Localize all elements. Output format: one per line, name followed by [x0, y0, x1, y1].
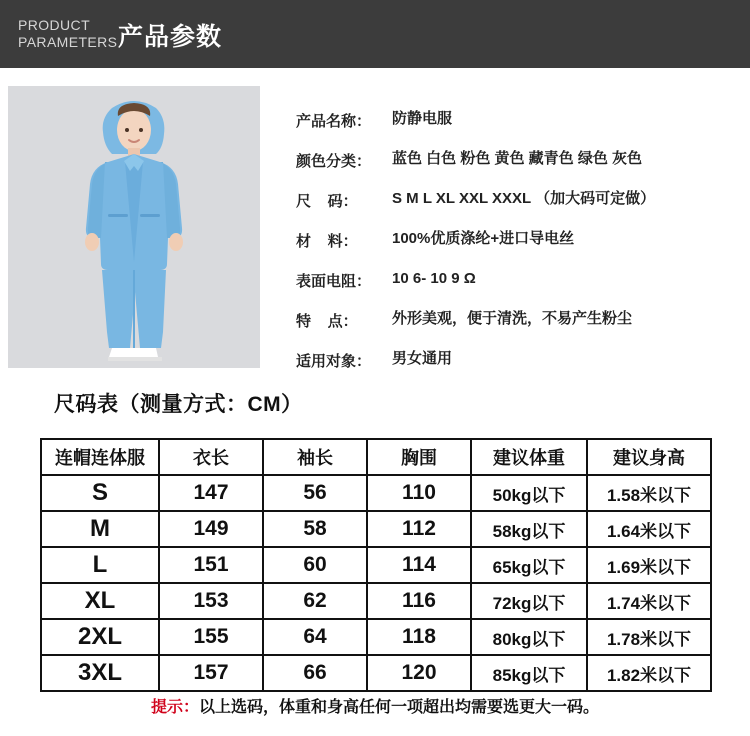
size-chart-title: 尺码表（测量方式：CM）: [54, 393, 303, 416]
spec-row: [296, 350, 742, 371]
cell-bust: 110: [367, 475, 471, 511]
cell-length: 153: [159, 583, 263, 619]
page-header: [0, 0, 750, 68]
spec-label: 适用对象：: [296, 353, 372, 370]
cell-size: S: [41, 475, 159, 511]
table-row: [41, 583, 711, 619]
cell-height: 1.82米以下: [587, 655, 711, 691]
cell-height: 1.74米以下: [587, 583, 711, 619]
table-row: [41, 475, 711, 511]
spec-value: S M L XL XXL XXXL （加大码可定做）: [392, 190, 656, 207]
cell-weight: 80kg以下: [471, 619, 587, 655]
column-header-sleeve: 袖长: [263, 439, 367, 475]
spec-value: 防静电服: [392, 110, 453, 127]
cell-bust: 120: [367, 655, 471, 691]
note-tip-label: 提示：: [150, 699, 199, 716]
cell-sleeve: 64: [263, 619, 367, 655]
column-header-weight: 建议体重: [471, 439, 587, 475]
cell-weight: 50kg以下: [471, 475, 587, 511]
cell-length: 155: [159, 619, 263, 655]
table-row: [41, 547, 711, 583]
column-header-bust: 胸围: [367, 439, 471, 475]
cell-sleeve: 58: [263, 511, 367, 547]
size-note: [40, 694, 710, 717]
cell-sleeve: 56: [263, 475, 367, 511]
cell-size: 2XL: [41, 619, 159, 655]
spec-row: [296, 230, 742, 251]
column-header-height: 建议身高: [587, 439, 711, 475]
cell-size: M: [41, 511, 159, 547]
cell-weight: 85kg以下: [471, 655, 587, 691]
spec-row: [296, 110, 742, 131]
model-illustration: [8, 86, 260, 368]
spec-label: 表面电阻：: [296, 273, 372, 290]
cell-weight: 58kg以下: [471, 511, 587, 547]
spec-value: 蓝色 白色 粉色 黄色 藏青色 绿色 灰色: [392, 150, 643, 167]
note-text: 以上选码，体重和身高任何一项超出均需要选更大一码。: [199, 699, 600, 716]
cell-length: 157: [159, 655, 263, 691]
cell-bust: 118: [367, 619, 471, 655]
spec-row: [296, 270, 742, 291]
cell-size: L: [41, 547, 159, 583]
cell-length: 151: [159, 547, 263, 583]
header-english-line1: PRODUCT: [18, 17, 91, 33]
table-header-row: [41, 439, 711, 475]
cell-sleeve: 62: [263, 583, 367, 619]
spec-label: 特 点：: [296, 313, 358, 330]
cell-bust: 114: [367, 547, 471, 583]
spec-row: [296, 190, 742, 211]
spec-row: [296, 150, 742, 171]
cell-length: 149: [159, 511, 263, 547]
header-chinese-title: 产品参数: [118, 23, 223, 51]
column-header-type: 连帽连体服: [41, 439, 159, 475]
cell-sleeve: 60: [263, 547, 367, 583]
product-photo: [8, 86, 260, 368]
table-row: [41, 511, 711, 547]
cell-weight: 65kg以下: [471, 547, 587, 583]
spec-label: 材 料：: [296, 233, 358, 250]
size-chart-table: [40, 438, 712, 692]
spec-list: [296, 110, 742, 390]
cell-weight: 72kg以下: [471, 583, 587, 619]
cell-bust: 112: [367, 511, 471, 547]
header-english-line2: PARAMETERS: [18, 34, 118, 50]
spec-label: 颜色分类：: [296, 153, 372, 170]
cell-size: 3XL: [41, 655, 159, 691]
header-english-title: [18, 17, 118, 51]
spec-value: 100%优质涤纶+进口导电丝: [392, 230, 575, 247]
spec-label: 尺 码：: [296, 193, 358, 210]
cell-height: 1.69米以下: [587, 547, 711, 583]
cell-length: 147: [159, 475, 263, 511]
cell-height: 1.58米以下: [587, 475, 711, 511]
cell-bust: 116: [367, 583, 471, 619]
cell-height: 1.64米以下: [587, 511, 711, 547]
spec-value: 男女通用: [392, 350, 453, 367]
table-row: [41, 655, 711, 691]
spec-value: 外形美观，便于清洗，不易产生粉尘: [392, 310, 633, 327]
column-header-length: 衣长: [159, 439, 263, 475]
cell-sleeve: 66: [263, 655, 367, 691]
cell-height: 1.78米以下: [587, 619, 711, 655]
spec-value: 10 6- 10 9 Ω: [392, 270, 476, 287]
spec-row: [296, 310, 742, 331]
table-row: [41, 619, 711, 655]
spec-label: 产品名称：: [296, 113, 372, 130]
cell-size: XL: [41, 583, 159, 619]
